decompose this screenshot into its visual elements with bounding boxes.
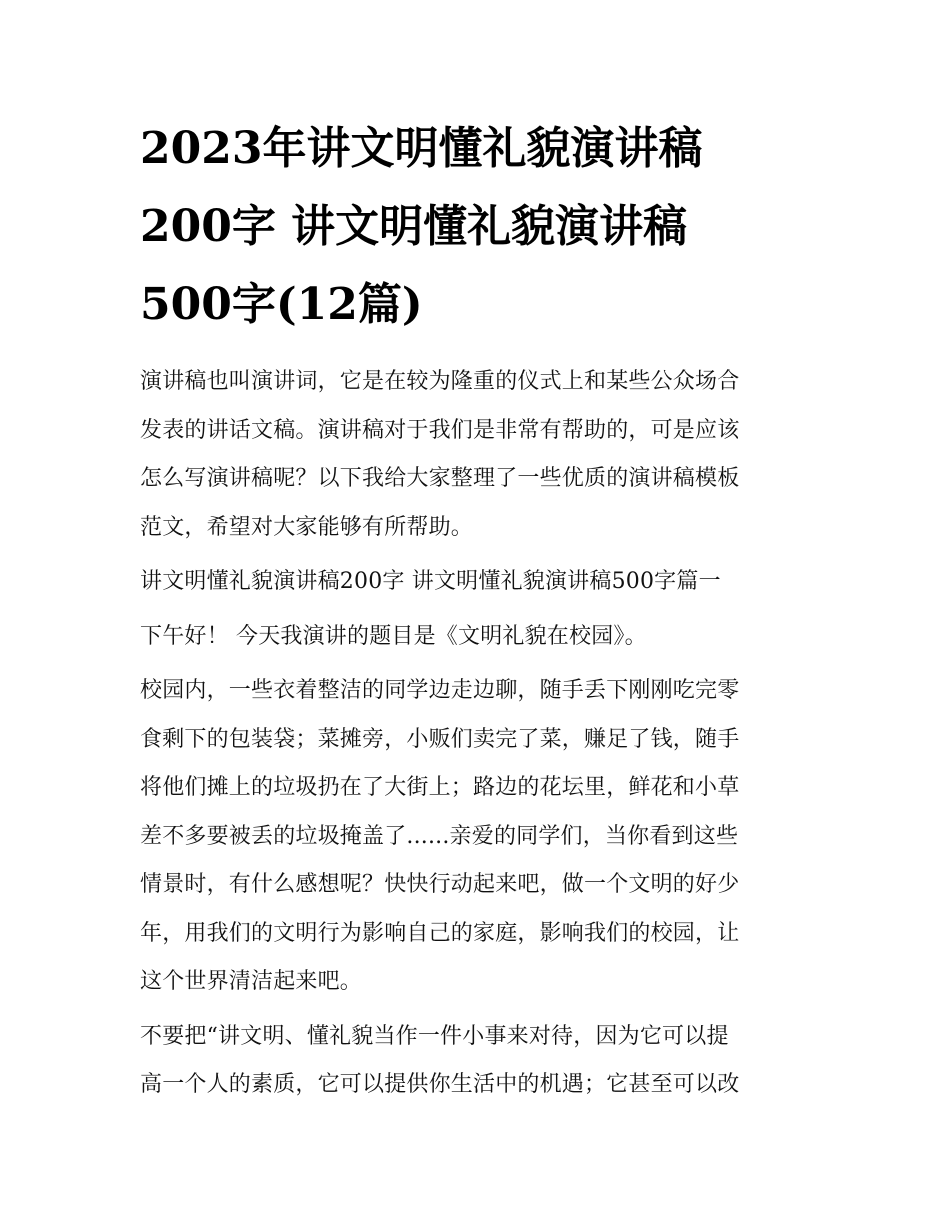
text-line: 这个世界清洁起来吧。 [140, 969, 363, 994]
text-line: 年，用我们的文明行为影响自己的家庭，影响我们的校园，让 [140, 920, 740, 946]
title-line: 200字 讲文明懂礼貌演讲稿 [140, 201, 688, 252]
intro-paragraph [140, 358, 820, 552]
text-line: 高一个人的素质，它可以提供你生活中的机遇；它甚至可以改 [140, 1072, 740, 1097]
document-title [140, 110, 820, 344]
text-line: 发表的讲话文稿。演讲稿对于我们是非常有帮助的，可是应该 [140, 417, 740, 443]
text-line: 将他们摊上的垃圾扔在了大街上；路边的花坛里，鲜花和小草 [140, 775, 740, 800]
text-line: 食剩下的包装袋；菜摊旁，小贩们卖完了菜，赚足了钱，随手 [140, 726, 740, 752]
text-line: 校园内，一些衣着整洁的同学边走边聊，随手丢下刚刚吃完零 [140, 678, 740, 703]
text-line: 情景时，有什么感想呢？快快行动起来吧，做一个文明的好少 [140, 872, 740, 897]
title-line: 2023年讲文明懂礼貌演讲稿 [140, 123, 703, 174]
text-line: 范文，希望对大家能够有所帮助。 [140, 514, 474, 540]
text-line: 差不多要被丢的垃圾掩盖了......亲爱的同学们，当你看到这些 [140, 823, 739, 849]
text-line: 怎么写演讲稿呢？以下我给大家整理了一些优质的演讲稿模板 [140, 466, 740, 491]
text-line: 讲文明懂礼貌演讲稿200字 讲文明懂礼貌演讲稿500字篇一 [140, 569, 721, 594]
title-line: 500字(12篇) [140, 279, 423, 330]
greeting-paragraph [140, 613, 820, 662]
text-line: 演讲稿也叫演讲词，它是在较为隆重的仪式上和某些公众场合 [140, 369, 740, 394]
text-line: 不要把“讲文明、懂礼貌当作一件小事来对待，因为它可以提 [140, 1023, 729, 1049]
body-paragraph [140, 667, 820, 1007]
section-heading-paragraph [140, 558, 820, 607]
body-paragraph [140, 1013, 820, 1110]
text-line: 下午好！ 今天我演讲的题目是《文明礼貌在校园》。 [140, 623, 647, 649]
document-page [140, 110, 820, 1116]
